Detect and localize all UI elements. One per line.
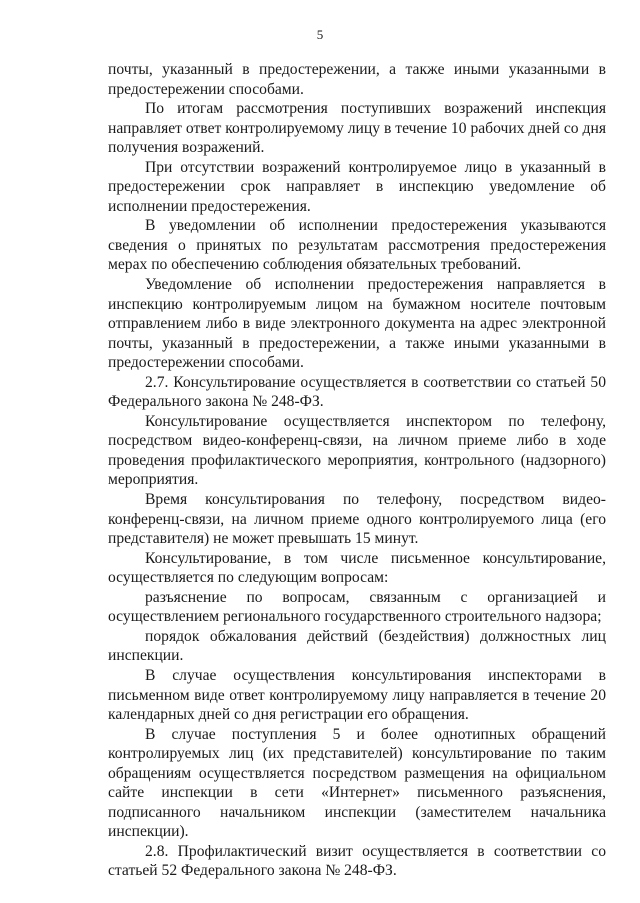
paragraph-4: В уведомлении об исполнении предостережения указываются сведения о принятых по результатам рассмотрения предостережения мерах по обеспечению соблюдения обязательных требований. <box>108 217 606 274</box>
document-body <box>108 60 606 881</box>
paragraph-8: Время консультирования по телефону, посредством видео-конференц-связи, на личном приеме одного контролируемого лица (его представителя) не может превышать 15 минут. <box>108 491 606 548</box>
paragraph-5: Уведомление об исполнении предостережения направляется в инспекцию контролируемым лицом на бумажном носителе почтовым отправлением либо в виде электронного документа на адрес электронной почты, указанный в предостережении, а также иными указанными в предостережении способами. <box>108 276 606 372</box>
paragraph-6: 2.7. Консультирование осуществляется в соответствии со статьей 50 Федерального закона № 248-ФЗ. <box>108 373 606 411</box>
paragraph-11: порядок обжалования действий (бездействия) должностных лиц инспекции. <box>108 627 606 665</box>
paragraph-13: В случае поступления 5 и более однотипных обращений контролируемых лиц (их представителей) консультирование по таким обращениям осуществляется посредством размещения на официальном сайте инспекции в сети «Интернет» письменного разъяснения, подписанного начальником инспекции (заместителем начальника инспекции). <box>108 725 606 841</box>
paragraph-3: При отсутствии возражений контролируемое лицо в указанный в предостережении срок направляет в инспекцию уведомление об исполнении предостережения. <box>108 158 606 215</box>
paragraph-1: почты, указанный в предостережении, а также иными указанными в предостережении способами. <box>108 61 606 98</box>
page-number: 5 <box>316 27 324 42</box>
paragraph-7: Консультирование осуществляется инспектором по телефону, посредством видео-конференц-связи, на личном приеме либо в ходе проведения профилактического мероприятия, контрольного (надзорного) мероприятия. <box>108 412 606 489</box>
paragraph-14: 2.8. Профилактический визит осуществляется в соответствии со статьей 52 Федерального закона № 248-ФЗ. <box>108 842 606 880</box>
paragraph-2: По итогам рассмотрения поступивших возражений инспекция направляет ответ контролируемому лицу в течение 10 рабочих дней со дня получения возражений. <box>108 100 606 157</box>
paragraph-12: В случае осуществления консультирования инспекторами в письменном виде ответ контролируемому лицу направляется в течение 20 календарных дней со дня регистрации его обращения. <box>108 666 606 724</box>
paragraph-9: Консультирование, в том числе письменное консультирование, осуществляется по следующим вопросам: <box>108 549 606 587</box>
paragraph-10: разъяснение по вопросам, связанным с организацией и осуществлением регионального государственного строительного надзора; <box>108 588 606 626</box>
